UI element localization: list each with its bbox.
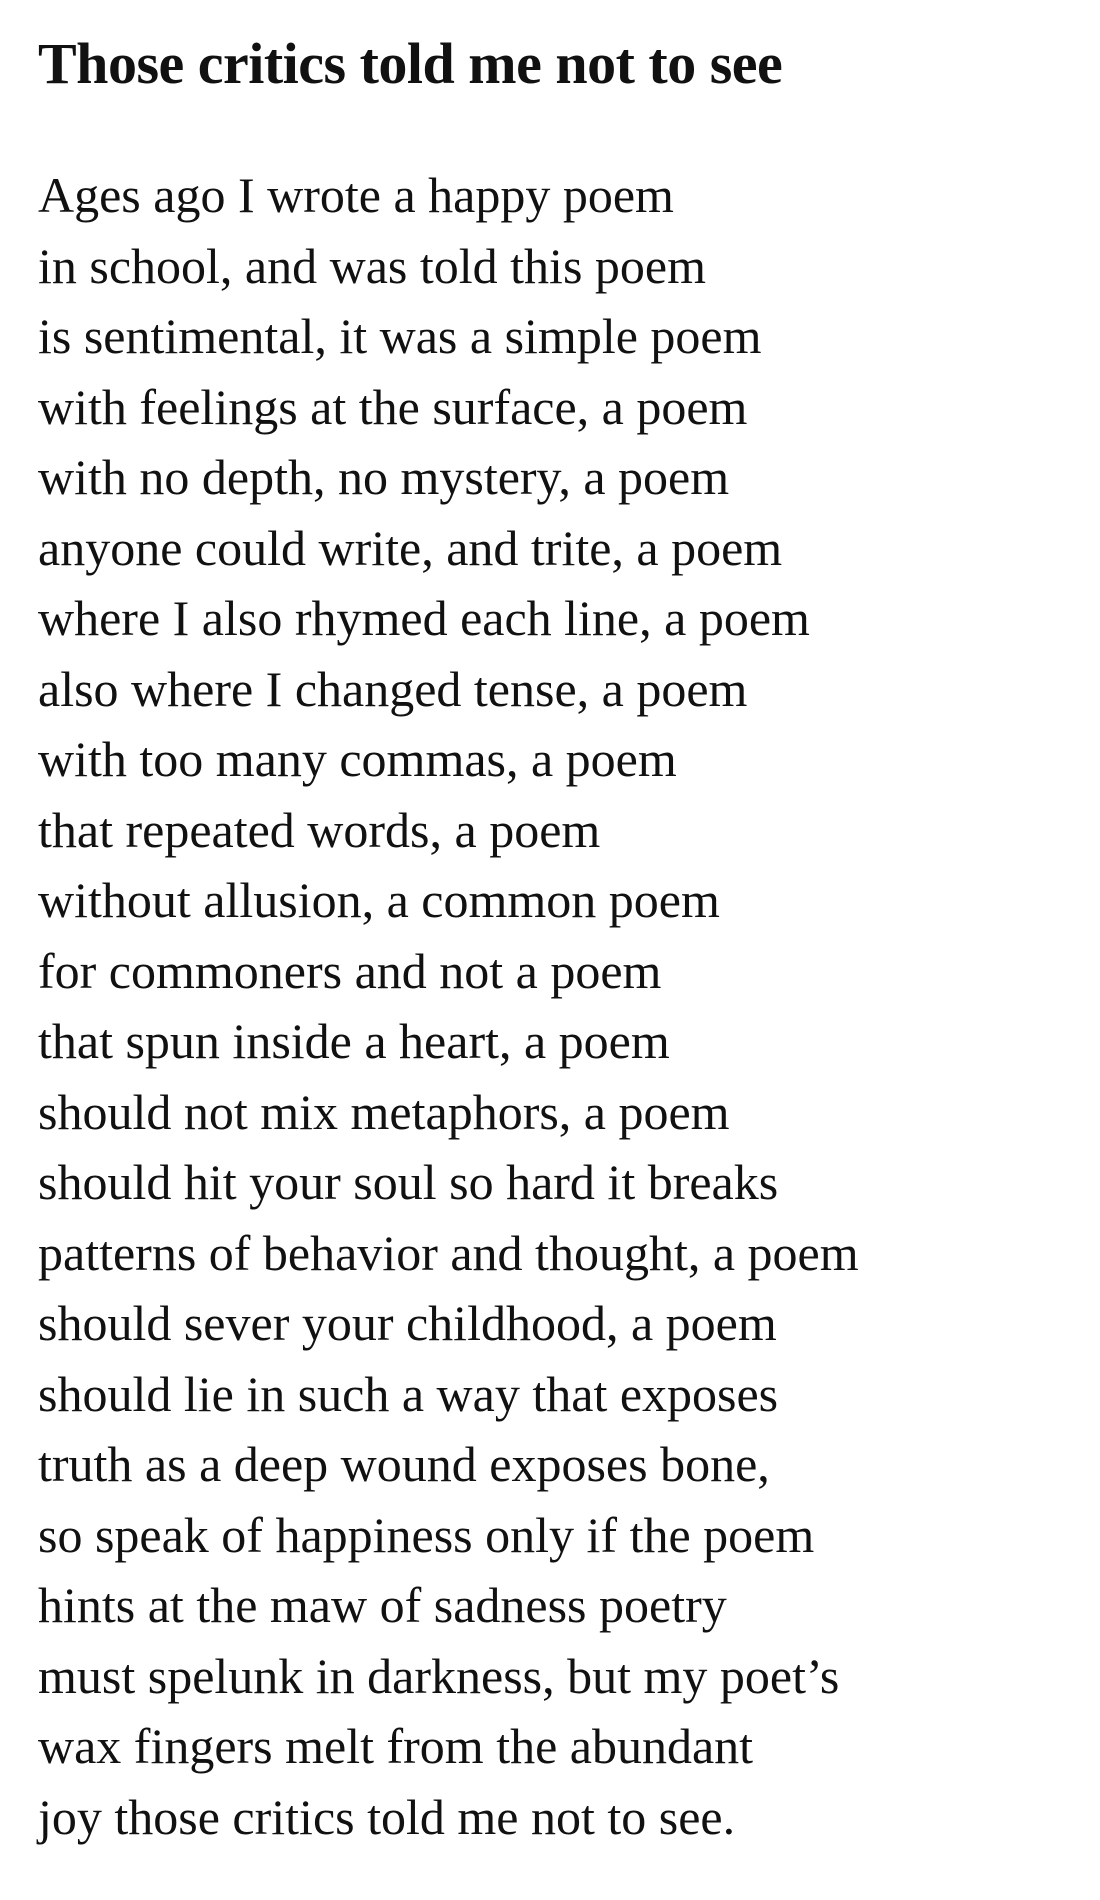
poem-line: with too many commas, a poem <box>38 731 677 787</box>
poem-page <box>38 20 1068 1852</box>
poem-line: without allusion, a common poem <box>38 872 720 928</box>
poem-line: with feelings at the surface, a poem <box>38 378 748 435</box>
poem-line: anyone could write, and trite, a poem <box>38 519 783 576</box>
poem-line: must spelunk in darkness, but my poet’s <box>38 1647 840 1704</box>
poem-line: hints at the maw of sadness poetry <box>38 1577 727 1633</box>
poem-line: in school, and was told this poem <box>38 237 706 294</box>
poem-line: also where I changed tense, a poem <box>38 660 748 717</box>
poem-line: that spun inside a heart, a poem <box>38 1013 670 1069</box>
poem-line: for commoners and not a poem <box>38 942 662 999</box>
poem-line: Ages ago I wrote a happy poem <box>38 167 674 223</box>
poem-line: wax fingers melt from the abundant <box>38 1718 754 1774</box>
poem-line: with no depth, no mystery, a poem <box>38 449 730 505</box>
poem-line: is sentimental, it was a simple poem <box>38 308 762 364</box>
poem-line: where I also rhymed each line, a poem <box>38 590 810 646</box>
poem-line: truth as a deep wound exposes bone, <box>38 1436 770 1492</box>
poem-line: joy those critics told me not to see. <box>38 1788 736 1845</box>
poem-line: that repeated words, a poem <box>38 801 601 858</box>
poem-line: should sever your childhood, a poem <box>38 1295 777 1351</box>
poem-line: should not mix metaphors, a poem <box>38 1083 730 1140</box>
poem-line: patterns of behavior and thought, a poem <box>38 1224 859 1281</box>
poem-line: should lie in such a way that exposes <box>38 1365 779 1422</box>
poem-body <box>38 160 1068 1852</box>
poem-line: so speak of happiness only if the poem <box>38 1506 815 1563</box>
poem-line: should hit your soul so hard it breaks <box>38 1154 779 1210</box>
poem-title: Those critics told me not to see <box>38 31 783 96</box>
